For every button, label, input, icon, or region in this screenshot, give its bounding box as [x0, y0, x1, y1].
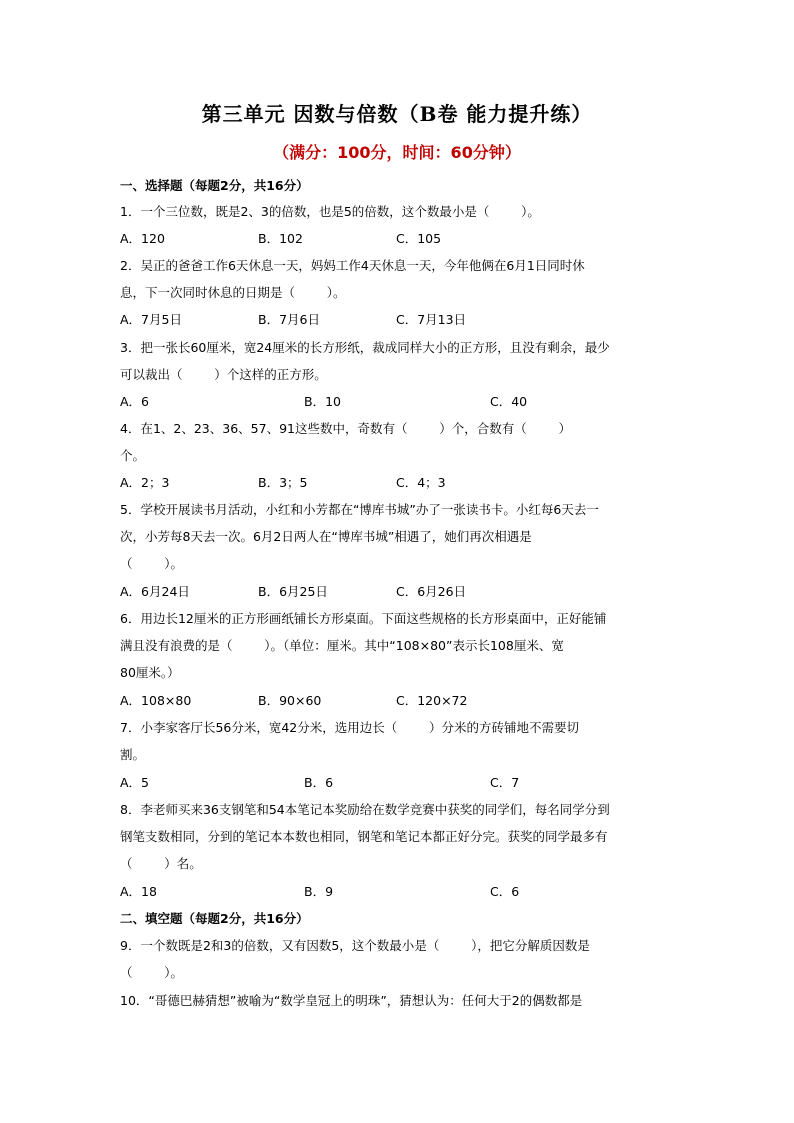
question-5-option-a: A．6月24日	[120, 584, 190, 599]
section-heading-fill: 二、填空题（每题2分，共16分）	[120, 911, 309, 926]
question-6-line-3: 80厘米。）	[120, 665, 180, 680]
question-4-option-b: B．3；5	[258, 475, 308, 490]
question-9-line-2: （ ）。	[120, 965, 184, 980]
question-5-line-2: 次，小芳每8天去一次。6月2日两人在“博库书城”相遇了，她们再次相遇是	[120, 529, 532, 544]
question-8-option-a: A．18	[120, 884, 157, 899]
question-7-option-c: C．7	[490, 775, 520, 790]
question-5-option-c: C．6月26日	[396, 584, 467, 599]
question-1-line-1: 1．一个三位数，既是2、3的倍数，也是5的倍数，这个数最小是（ ）。	[120, 204, 540, 219]
question-4-option-a: A．2；3	[120, 475, 170, 490]
question-8-option-c: C．6	[490, 884, 520, 899]
question-7-line-1: 7．小李家客厅长56分米，宽42分米，选用边长（ ）分米的方砖铺地不需要切	[120, 720, 580, 735]
question-1-option-b: B．102	[258, 231, 303, 246]
question-6-line-1: 6．用边长12厘米的正方形画纸铺长方形桌面。下面这些规格的长方形桌面中，正好能铺	[120, 611, 607, 626]
question-9-line-1: 9．一个数既是2和3的倍数，又有因数5，这个数最小是（ ），把它分解质因数是	[120, 938, 590, 953]
question-6-line-2: 满且没有浪费的是（ ）。（单位：厘米。其中“108×80”表示长108厘米、宽	[120, 638, 564, 653]
question-5-line-1: 5．学校开展读书月活动，小红和小芳都在“博库书城”办了一张读书卡。小红每6天去一	[120, 502, 599, 517]
question-5-line-3: （ ）。	[120, 556, 184, 571]
question-8-line-2: 钢笔支数相同，分到的笔记本本数也相同，钢笔和笔记本都正好分完。获奖的同学最多有	[120, 829, 608, 844]
question-1-option-a: A．120	[120, 231, 165, 246]
question-1-option-c: C．105	[396, 231, 442, 246]
question-4-line-1: 4．在1、2、23、36、57、91这些数中，奇数有（ ）个，合数有（ ）	[120, 421, 572, 436]
question-5-option-b: B．6月25日	[258, 584, 328, 599]
question-3-option-b: B．10	[304, 394, 341, 409]
question-3-line-2: 可以裁出（ ）个这样的正方形。	[120, 367, 327, 382]
section-heading-choice: 一、选择题（每题2分，共16分）	[120, 178, 309, 193]
question-10-line-1: 10．“哥德巴赫猜想”被喻为“数学皇冠上的明珠”，猜想认为：任何大于2的偶数都是	[120, 993, 583, 1008]
question-8-line-1: 8．李老师买来36支钢笔和54本笔记本奖励给在数学竞赛中获奖的同学们，每名同学分到	[120, 802, 610, 817]
question-4-option-c: C．4；3	[396, 475, 446, 490]
question-8-line-3: （ ）名。	[120, 856, 202, 871]
question-3-line-1: 3．把一张长60厘米，宽24厘米的长方形纸，裁成同样大小的正方形，且没有剩余，最少	[120, 340, 610, 355]
question-2-line-2: 息，下一次同时休息的日期是（ ）。	[120, 285, 346, 300]
question-6-option-b: B．90×60	[258, 693, 322, 708]
page-title: 第三单元 因数与倍数（B卷 能力提升练）	[201, 102, 593, 126]
question-4-line-2: 个。	[120, 448, 146, 463]
page-subtitle: （满分：100分，时间：60分钟）	[273, 143, 521, 162]
question-7-option-a: A．5	[120, 775, 150, 790]
question-3-option-a: A．6	[120, 394, 150, 409]
question-3-option-c: C．40	[490, 394, 528, 409]
question-6-option-a: A．108×80	[120, 693, 192, 708]
question-8-option-b: B．9	[304, 884, 334, 899]
question-2-option-a: A．7月5日	[120, 312, 182, 327]
question-7-line-2: 割。	[120, 747, 146, 762]
question-6-option-c: C．120×72	[396, 693, 468, 708]
question-2-option-b: B．7月6日	[258, 312, 320, 327]
question-2-line-1: 2．吴正的爸爸工作6天休息一天，妈妈工作4天休息一天，今年他俩在6月1日同时休	[120, 258, 585, 273]
question-7-option-b: B．6	[304, 775, 334, 790]
question-2-option-c: C．7月13日	[396, 312, 467, 327]
